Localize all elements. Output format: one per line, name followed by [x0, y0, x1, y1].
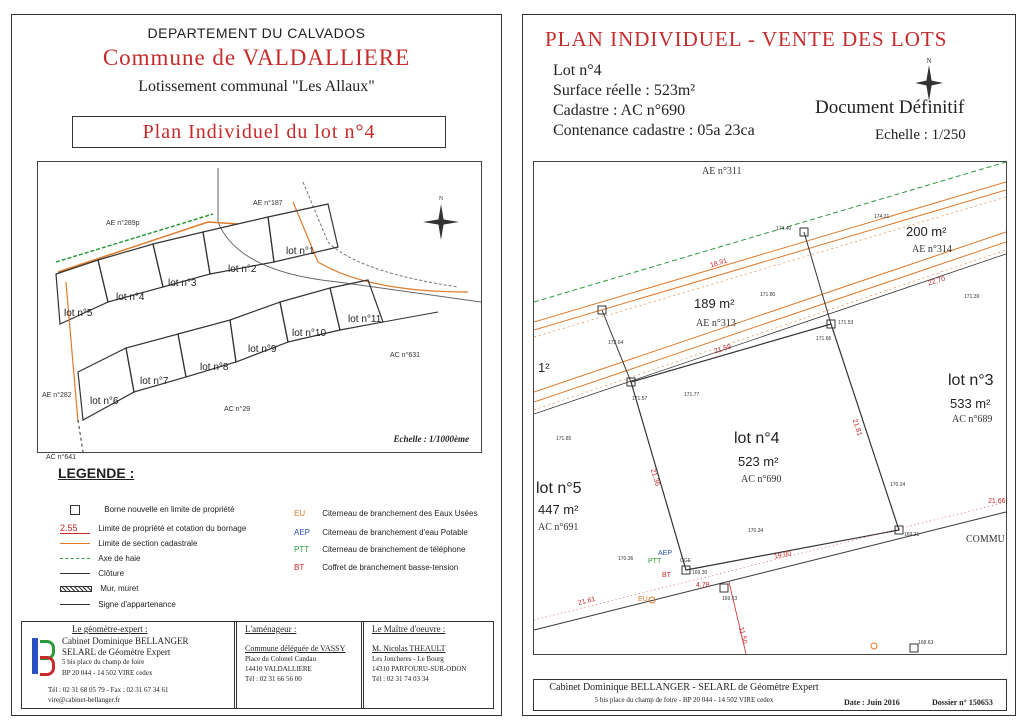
legend-item-eu: EU Citerneau de branchement des Eaux Usées [294, 509, 478, 518]
lot-number: Lot n°4 [553, 62, 602, 79]
amenageur-box: L'aménageur : Commune déléguée de VASSY Place du Colonel Candau 14410 VALDALLIERE Tél : 02 31 66 56 00 [234, 621, 364, 709]
hedge-line-icon [60, 558, 90, 559]
parcel-ae-311: AE n°311 [702, 166, 742, 177]
lot3-area: 533 m² [950, 396, 991, 411]
dim-19-00: 19.00 [773, 550, 793, 561]
area-189: 189 m² [694, 296, 735, 311]
partial-area: 1² [538, 360, 550, 375]
alt-171-66: 171.66 [816, 336, 832, 342]
plan-title-box [72, 116, 446, 148]
dim-21-36: 21.36 [648, 468, 661, 487]
parcel-ac-641: AC n°641 [46, 454, 77, 461]
alt-172-64: 172.64 [608, 340, 624, 346]
overview-lot-8: lot n°8 [200, 362, 229, 373]
parcel-ac-631: AC n°631 [390, 352, 421, 359]
overview-lot-2: lot n°2 [228, 264, 257, 275]
maitre-oeuvre-box: Le Maître d'oeuvre : M. Nicolas THEAULT Les Joncheres - Le Bourg 14310 PARFOURU-SUR-ODON Tél : 02 31 74 03 34 [361, 621, 494, 709]
company-name: Cabinet Dominique BELLANGER - SELARL de Géomètre Expert [549, 682, 819, 693]
dim-21-81: 21.81 [850, 418, 863, 437]
overview-lot-6: lot n°6 [90, 396, 119, 407]
overview-lot-5: lot n°5 [64, 308, 93, 319]
left-sheet [11, 14, 502, 716]
overview-map [37, 161, 482, 461]
lot-cadastre: Cadastre : AC n°690 [553, 102, 686, 119]
legend-item-aep: AEP Citerneau de branchement d'eau Potable [294, 528, 468, 537]
right-sheet [522, 14, 1016, 716]
lotissement-label: Lotissement communal "Les Allaux" [138, 78, 375, 95]
doc-status: Document Définitif [815, 97, 965, 118]
dim-18-91: 18.91 [709, 257, 729, 270]
svg-text:N: N [438, 196, 444, 202]
alt-174-31: 174.31 [874, 214, 890, 220]
alt-171-39: 171.39 [964, 294, 980, 300]
alt-171-53: 171.53 [838, 320, 854, 326]
right-footer [533, 679, 1007, 711]
lot4-label: lot n°4 [734, 430, 780, 447]
alt-169-30: 169.30 [692, 570, 708, 576]
legend-item-signe: Signe d'appartenance [60, 600, 176, 609]
plan-title: Plan Individuel du lot n°4 [142, 121, 376, 143]
overview-scale: Echelle : 1/1000ème [393, 434, 469, 444]
alt-174-40: 174.40 [776, 226, 792, 232]
overview-lot-4: lot n°4 [116, 292, 145, 303]
amenageur-title: L'aménageur : [245, 624, 297, 634]
plan-date: Date : Juin 2016 [844, 698, 900, 707]
borne-icon [70, 505, 80, 515]
parcel-ae-187: AE n°187 [253, 200, 283, 207]
alt-171-77: 171.77 [684, 392, 700, 398]
alt-170-36: 170.36 [618, 556, 634, 562]
legend-title: LEGENDE : [58, 465, 135, 481]
lot4-parcel: AC n°690 [741, 474, 782, 485]
aep-marker: AEP [658, 550, 673, 557]
lot3-label: lot n°3 [948, 372, 994, 389]
lot3-parcel: AC n°689 [952, 414, 993, 425]
legend-item-borne: Borne nouvelle en limite de propriété [70, 505, 235, 515]
dim-21-66: 21.66 [988, 498, 1006, 505]
legend-item-limite: 2.55 Limite de propriété et cotation du bornage [60, 523, 247, 533]
right-scale: Echelle : 1/250 [875, 127, 966, 143]
dim-21-59: 21.59 [713, 343, 733, 356]
legend-item-haie: Axe de haie [60, 554, 141, 563]
north-arrow-icon [913, 55, 945, 103]
alt-171-80: 171.80 [760, 292, 776, 298]
ptt-marker: PTT [648, 558, 662, 565]
legend-item-cloture: Clôture [60, 569, 124, 578]
overview-lot-11: lot n°11 [348, 314, 382, 325]
parcel-ae-314: AE n°314 [912, 244, 952, 255]
bt-marker: BT [662, 572, 671, 579]
dim-22-70: 22.70 [927, 275, 947, 288]
lot-contenance: Contenance cadastre : 05a 23ca [553, 122, 755, 139]
section-line-icon [60, 543, 90, 544]
alt-171-57: 171.57 [632, 396, 648, 402]
bellanger-logo [32, 638, 54, 674]
legend-item-ptt: PTT Citerneau de branchement de téléphone [294, 545, 466, 554]
lot5-label: lot n°5 [536, 480, 582, 497]
detail-map [533, 161, 1007, 655]
lot-info [553, 61, 755, 141]
alt-168-63: 168.63 [918, 640, 934, 646]
lot5-area: 447 m² [538, 502, 579, 517]
alt-169-21: 169.21 [904, 532, 920, 538]
parcel-ae-289p: AE n°289p [106, 220, 140, 227]
fence-line-icon [60, 573, 90, 574]
right-title: PLAN INDIVIDUEL - VENTE DES LOTS [545, 27, 948, 51]
geometre-title: Le géomètre-expert : [72, 624, 148, 634]
overview-lot-10: lot n°10 [292, 328, 327, 339]
alt-170-24: 170.24 [890, 482, 906, 488]
dossier-number: Dossier n° 150653 [932, 698, 993, 707]
company-address: 5 bis place du champ de foire - BP 20 044 - 14 502 VIRE cedex [594, 696, 774, 704]
geometre-box: Le géomètre-expert : Cabinet Dominique BELLANGER SELARL de Géomètre Expert 5 bis place du champ de foire BP 20 044 - 14 502 VIRE cedex Tél : 02 31 68 05 79 - Fax : 02 31 67 34 61 vire@cabinet-bellanger.fr [21, 621, 237, 709]
area-200: 200 m² [906, 224, 947, 239]
overview-lot-9: lot n°9 [248, 344, 277, 355]
cotation-symbol: 2.55 [60, 523, 90, 534]
wall-line-icon [60, 586, 92, 592]
arrow-right-icon [60, 604, 90, 605]
lot4-area: 523 m² [738, 454, 779, 469]
department-label: DEPARTEMENT DU CALVADOS [147, 25, 366, 41]
parcel-ac-29: AC n°29 [224, 406, 251, 413]
alt-171-85: 171.85 [556, 436, 572, 442]
alt-170-34: 170.34 [748, 528, 764, 534]
overview-lot-7: lot n°7 [140, 376, 169, 387]
legend-item-mur: Mur, muret [60, 584, 138, 593]
svg-text:N: N [926, 57, 932, 65]
oge-marker: OGE [680, 558, 692, 564]
commune-title: Commune de VALDALLIERE [102, 45, 411, 70]
dim-4-78: 4.78 [696, 582, 710, 589]
dim-11-50: 11.50 [737, 626, 748, 645]
lot5-parcel: AC n°691 [538, 522, 579, 533]
overview-lot-1: lot n°1 [286, 246, 315, 257]
overview-lot-3: lot n°3 [168, 278, 197, 289]
maitre-title: Le Maître d'oeuvre : [372, 624, 446, 634]
legend-item-section: Limite de section cadastrale [60, 539, 197, 548]
lot-surface: Surface réelle : 523m² [553, 82, 696, 99]
legend-item-bt: BT Coffret de branchement basse-tension [294, 563, 459, 572]
commune-label: COMMU [966, 534, 1005, 545]
dim-21-61: 21.61 [577, 595, 597, 608]
alt-169-13: 169.13 [722, 596, 738, 602]
eu-marker: EU [638, 596, 648, 603]
parcel-ae-282: AE n°282 [42, 392, 72, 399]
parcel-ae-313: AE n°313 [696, 318, 736, 329]
